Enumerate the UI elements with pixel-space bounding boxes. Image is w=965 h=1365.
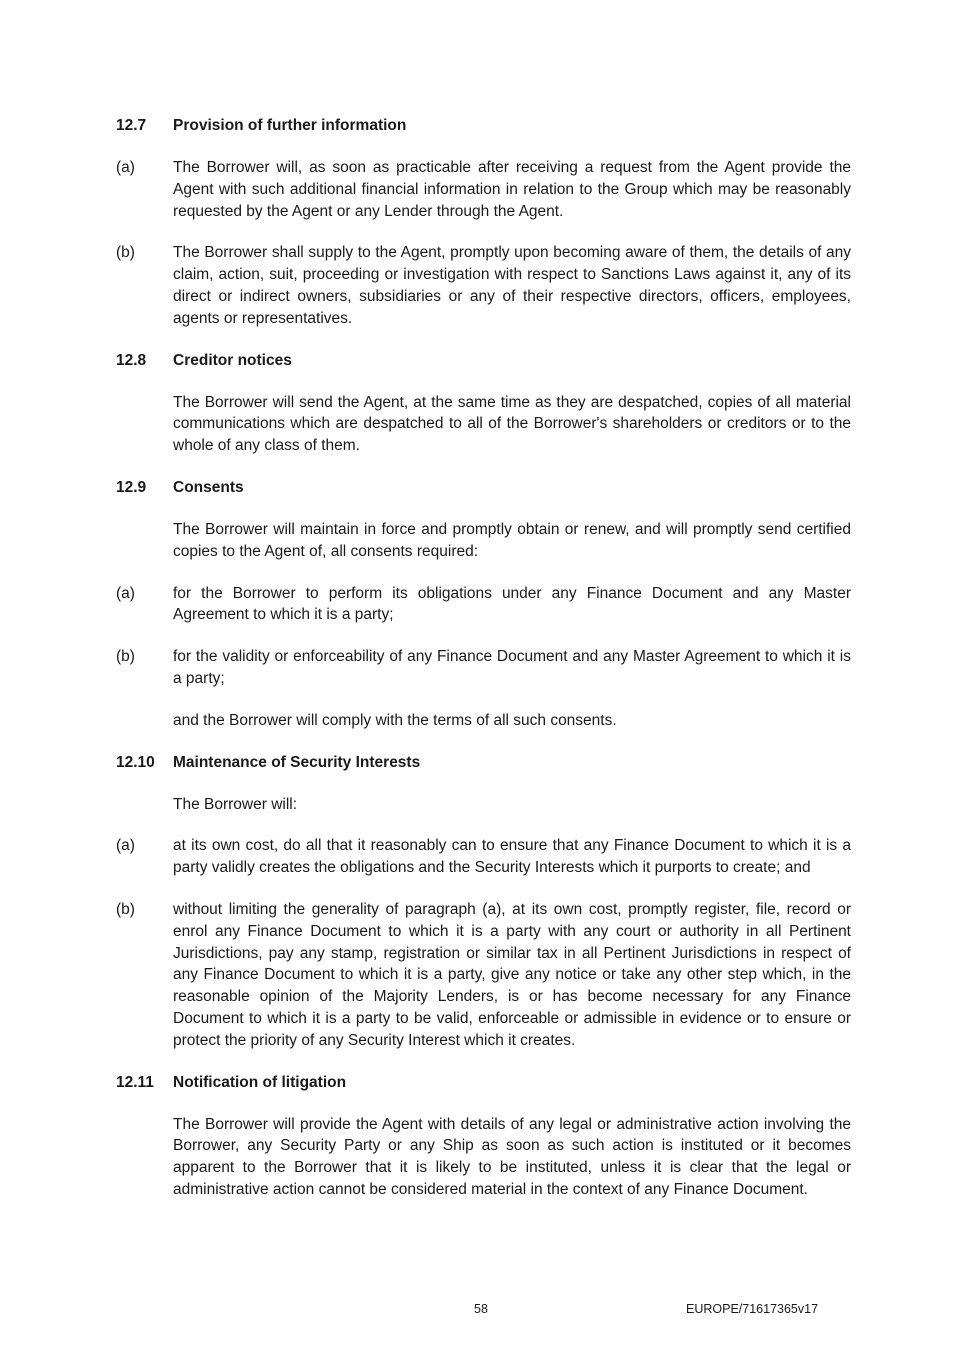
section-number: 12.8 (116, 351, 147, 369)
section-title: Notification of litigation (173, 1073, 347, 1091)
list-item (116, 583, 851, 627)
section-body: The Borrower will send the Agent, at the same time as they are despatched, copies of all material communications which are despatched to all of the Borrower's shareholders or creditors or to the whole of any class of them. (173, 393, 851, 455)
item-text: at its own cost, do all that it reasonably can to ensure that any Finance Document to which it is a party validly creates the obligations and the Security Interests which it purports to create; and (173, 837, 851, 877)
section-number: 12.9 (116, 478, 147, 496)
section-title: Consents (173, 478, 244, 496)
item-text: for the Borrower to perform its obligations under any Finance Document and any Master Agreement to which it is a party; (173, 584, 851, 624)
item-text: without limiting the generality of paragraph (a), at its own cost, promptly register, file, record or enrol any Finance Document to which it is a party with any court or authority in all Pertinent Jurisdictions, pay any stamp, registration or similar tax in all Pertinent Jurisdictions in respect of any Finance Document to which it is a party, give any notice or take any other step which, in the reasonable opinion of the Majority Lenders, is or has become necessary for any Finance Document to which it is a party to be valid, enforceable or admissible in evidence or to ensure or protect the priority of any Security Interest which it creates. (173, 900, 851, 1049)
section-title: Provision of further information (173, 117, 407, 134)
item-text: The Borrower will, as soon as practicable after receiving a request from the Agent provide the Agent with such additional financial information in relation to the Group which may be reasonably requested by the Agent or any Lender through the Agent. (173, 159, 851, 220)
section-closing: and the Borrower will comply with the terms of all such consents. (173, 711, 617, 729)
section-number: 12.10 (116, 753, 155, 771)
item-label: (a) (116, 159, 135, 176)
section-body: The Borrower will: (173, 795, 298, 813)
item-label: (a) (116, 837, 135, 855)
item-label: (a) (116, 584, 135, 602)
item-label: (b) (116, 648, 135, 666)
list-item (116, 899, 851, 1052)
list-item (116, 835, 851, 879)
item-text: for the validity or enforceability of any Finance Document and any Master Agreement to which it is a party; (173, 648, 851, 687)
section-heading-12-11 (116, 1072, 851, 1094)
item-label: (b) (116, 900, 135, 918)
list-item (116, 646, 851, 690)
list-item (116, 242, 851, 329)
section-title: Creditor notices (173, 351, 292, 369)
item-text: The Borrower shall supply to the Agent, promptly upon becoming aware of them, the details of any claim, action, suit, proceeding or investigation with respect to Sanctions Laws against it, any of its direct or indirect owners, subsidiaries or any of their respective directors, officers, employees, agents or representatives. (173, 244, 851, 327)
section-heading-12-8 (116, 350, 851, 372)
section-heading-12-10 (116, 752, 851, 774)
page-content (116, 115, 851, 1221)
item-label: (b) (116, 244, 135, 262)
document-reference: EUROPE/71617365v17 (686, 1302, 819, 1316)
section-heading-12-7 (116, 115, 851, 137)
page-number: 58 (474, 1302, 488, 1316)
list-item (116, 157, 851, 222)
section-title: Maintenance of Security Interests (173, 753, 421, 771)
section-body: The Borrower will provide the Agent with details of any legal or administrative action involving the Borrower, any Security Party or any Ship as soon as such action is instituted or it becomes apparent to the Borrower that it is likely to be instituted, unless it is clear that the legal or administrative action cannot be considered material in the context of any Finance Document. (173, 1115, 851, 1198)
section-body: The Borrower will maintain in force and promptly obtain or renew, and will promptly send certified copies to the Agent of, all consents required: (173, 520, 851, 560)
section-number: 12.11 (116, 1073, 154, 1091)
section-heading-12-9 (116, 477, 851, 499)
section-number: 12.7 (116, 117, 147, 134)
